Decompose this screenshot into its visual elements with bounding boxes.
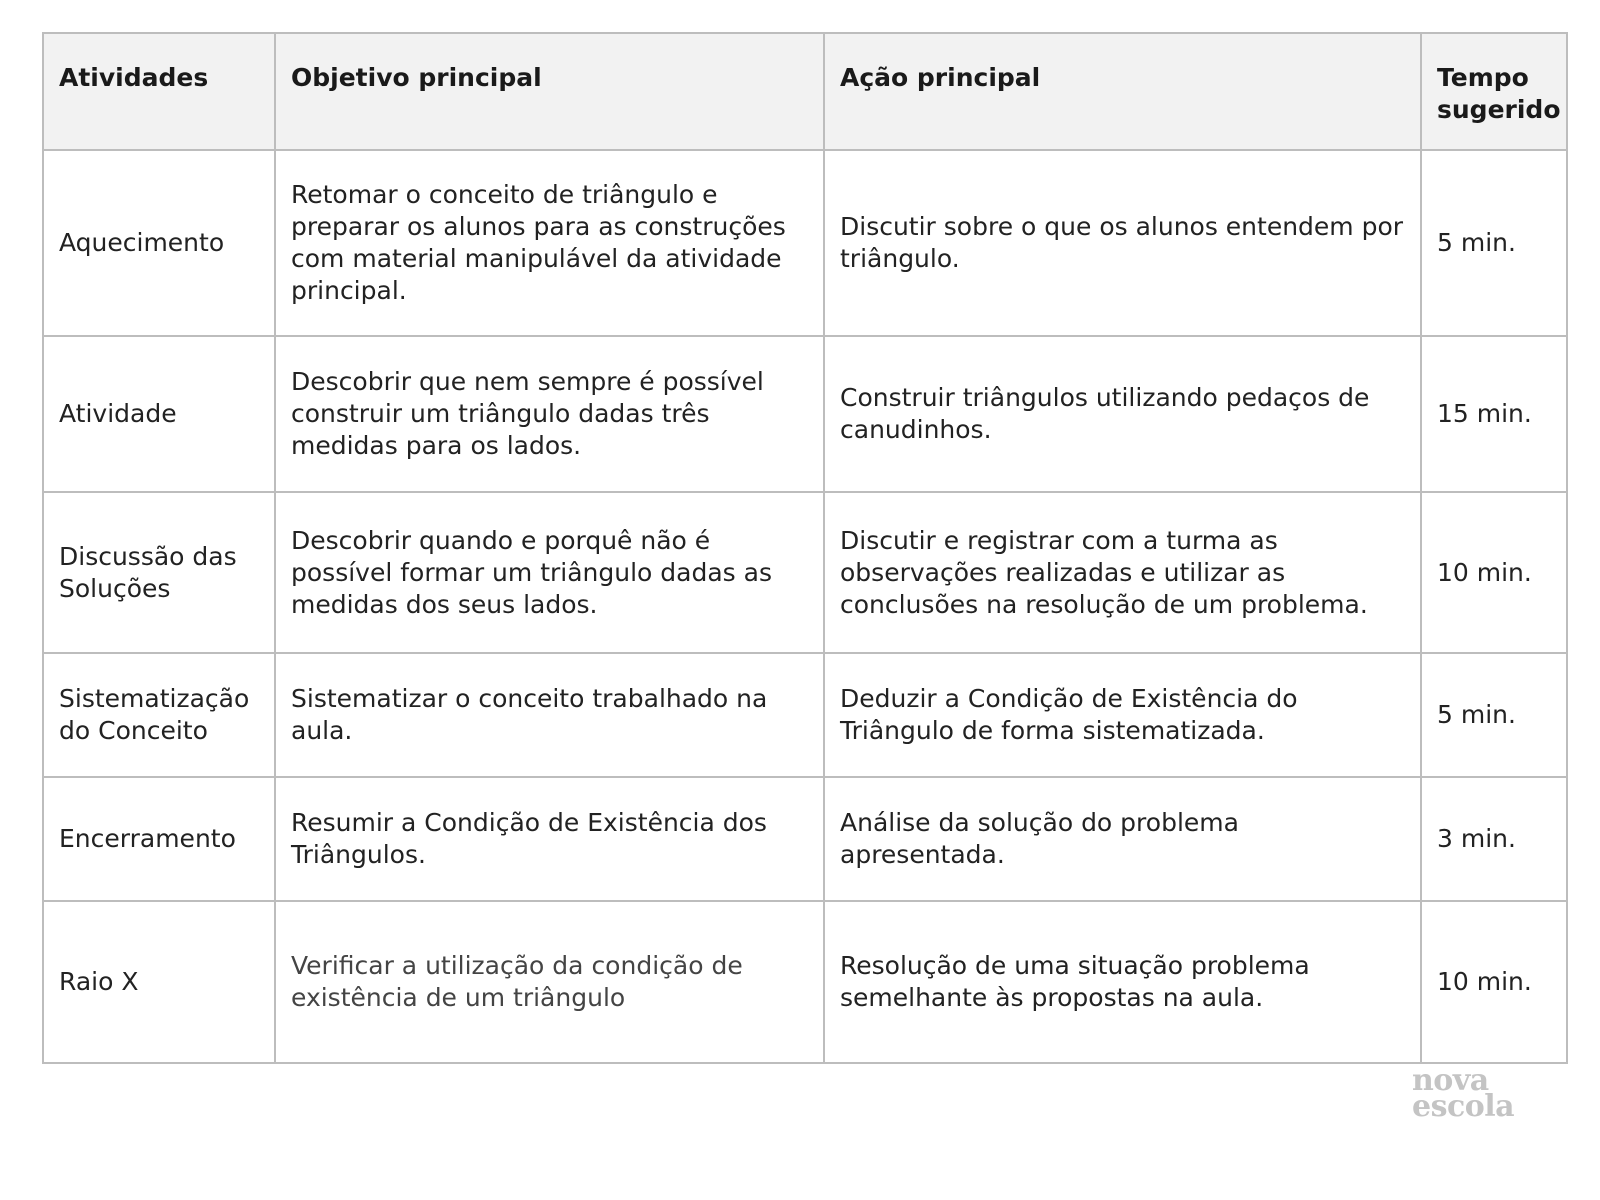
table-row: [43, 653, 1567, 777]
cell-acao: Resolução de uma situação problema semelhante às propostas na aula.: [824, 901, 1421, 1063]
header-atividades: Atividades: [43, 33, 275, 150]
cell-tempo: 5 min.: [1421, 150, 1567, 336]
cell-objetivo: Retomar o conceito de triângulo e preparar os alunos para as construções com material manipulável da atividade principal.: [275, 150, 824, 336]
cell-acao: Discutir sobre o que os alunos entendem por triângulo.: [824, 150, 1421, 336]
table-row: [43, 492, 1567, 653]
header-tempo: Tempo sugerido: [1421, 33, 1567, 150]
table-row: [43, 777, 1567, 901]
logo-line-nova: nova: [1412, 1063, 1489, 1098]
cell-atividade: Sistematização do Conceito: [43, 653, 275, 777]
cell-atividade: Aquecimento: [43, 150, 275, 336]
cell-objetivo: Verificar a utilização da condição de existência de um triângulo: [275, 901, 824, 1063]
cell-acao: Análise da solução do problema apresentada.: [824, 777, 1421, 901]
cell-tempo: 15 min.: [1421, 336, 1567, 492]
cell-tempo: 5 min.: [1421, 653, 1567, 777]
cell-atividade: Atividade: [43, 336, 275, 492]
cell-acao: Discutir e registrar com a turma as observações realizadas e utilizar as conclusões na resolução de um problema.: [824, 492, 1421, 653]
cell-atividade: Encerramento: [43, 777, 275, 901]
cell-objetivo: Sistematizar o conceito trabalhado na aula.: [275, 653, 824, 777]
header-objetivo: Objetivo principal: [275, 33, 824, 150]
nova-escola-logo: [1412, 1063, 1532, 1124]
cell-acao: Construir triângulos utilizando pedaços de canudinhos.: [824, 336, 1421, 492]
cell-objetivo: Descobrir que nem sempre é possível construir um triângulo dadas três medidas para os lados.: [275, 336, 824, 492]
cell-tempo: 3 min.: [1421, 777, 1567, 901]
cell-atividade: Raio X: [43, 901, 275, 1063]
cell-objetivo: Descobrir quando e porquê não é possível formar um triângulo dadas as medidas dos seus lados.: [275, 492, 824, 653]
header-acao: Ação principal: [824, 33, 1421, 150]
table-header-row: [43, 33, 1567, 150]
logo-line-escola: escola: [1412, 1089, 1515, 1124]
table-row: [43, 150, 1567, 336]
cell-acao: Deduzir a Condição de Existência do Triângulo de forma sistematizada.: [824, 653, 1421, 777]
cell-tempo: 10 min.: [1421, 492, 1567, 653]
cell-tempo: 10 min.: [1421, 901, 1567, 1063]
lesson-plan-table: [42, 32, 1568, 1064]
cell-objetivo: Resumir a Condição de Existência dos Triângulos.: [275, 777, 824, 901]
table-row: [43, 336, 1567, 492]
cell-atividade: Discussão das Soluções: [43, 492, 275, 653]
table-row: [43, 901, 1567, 1063]
